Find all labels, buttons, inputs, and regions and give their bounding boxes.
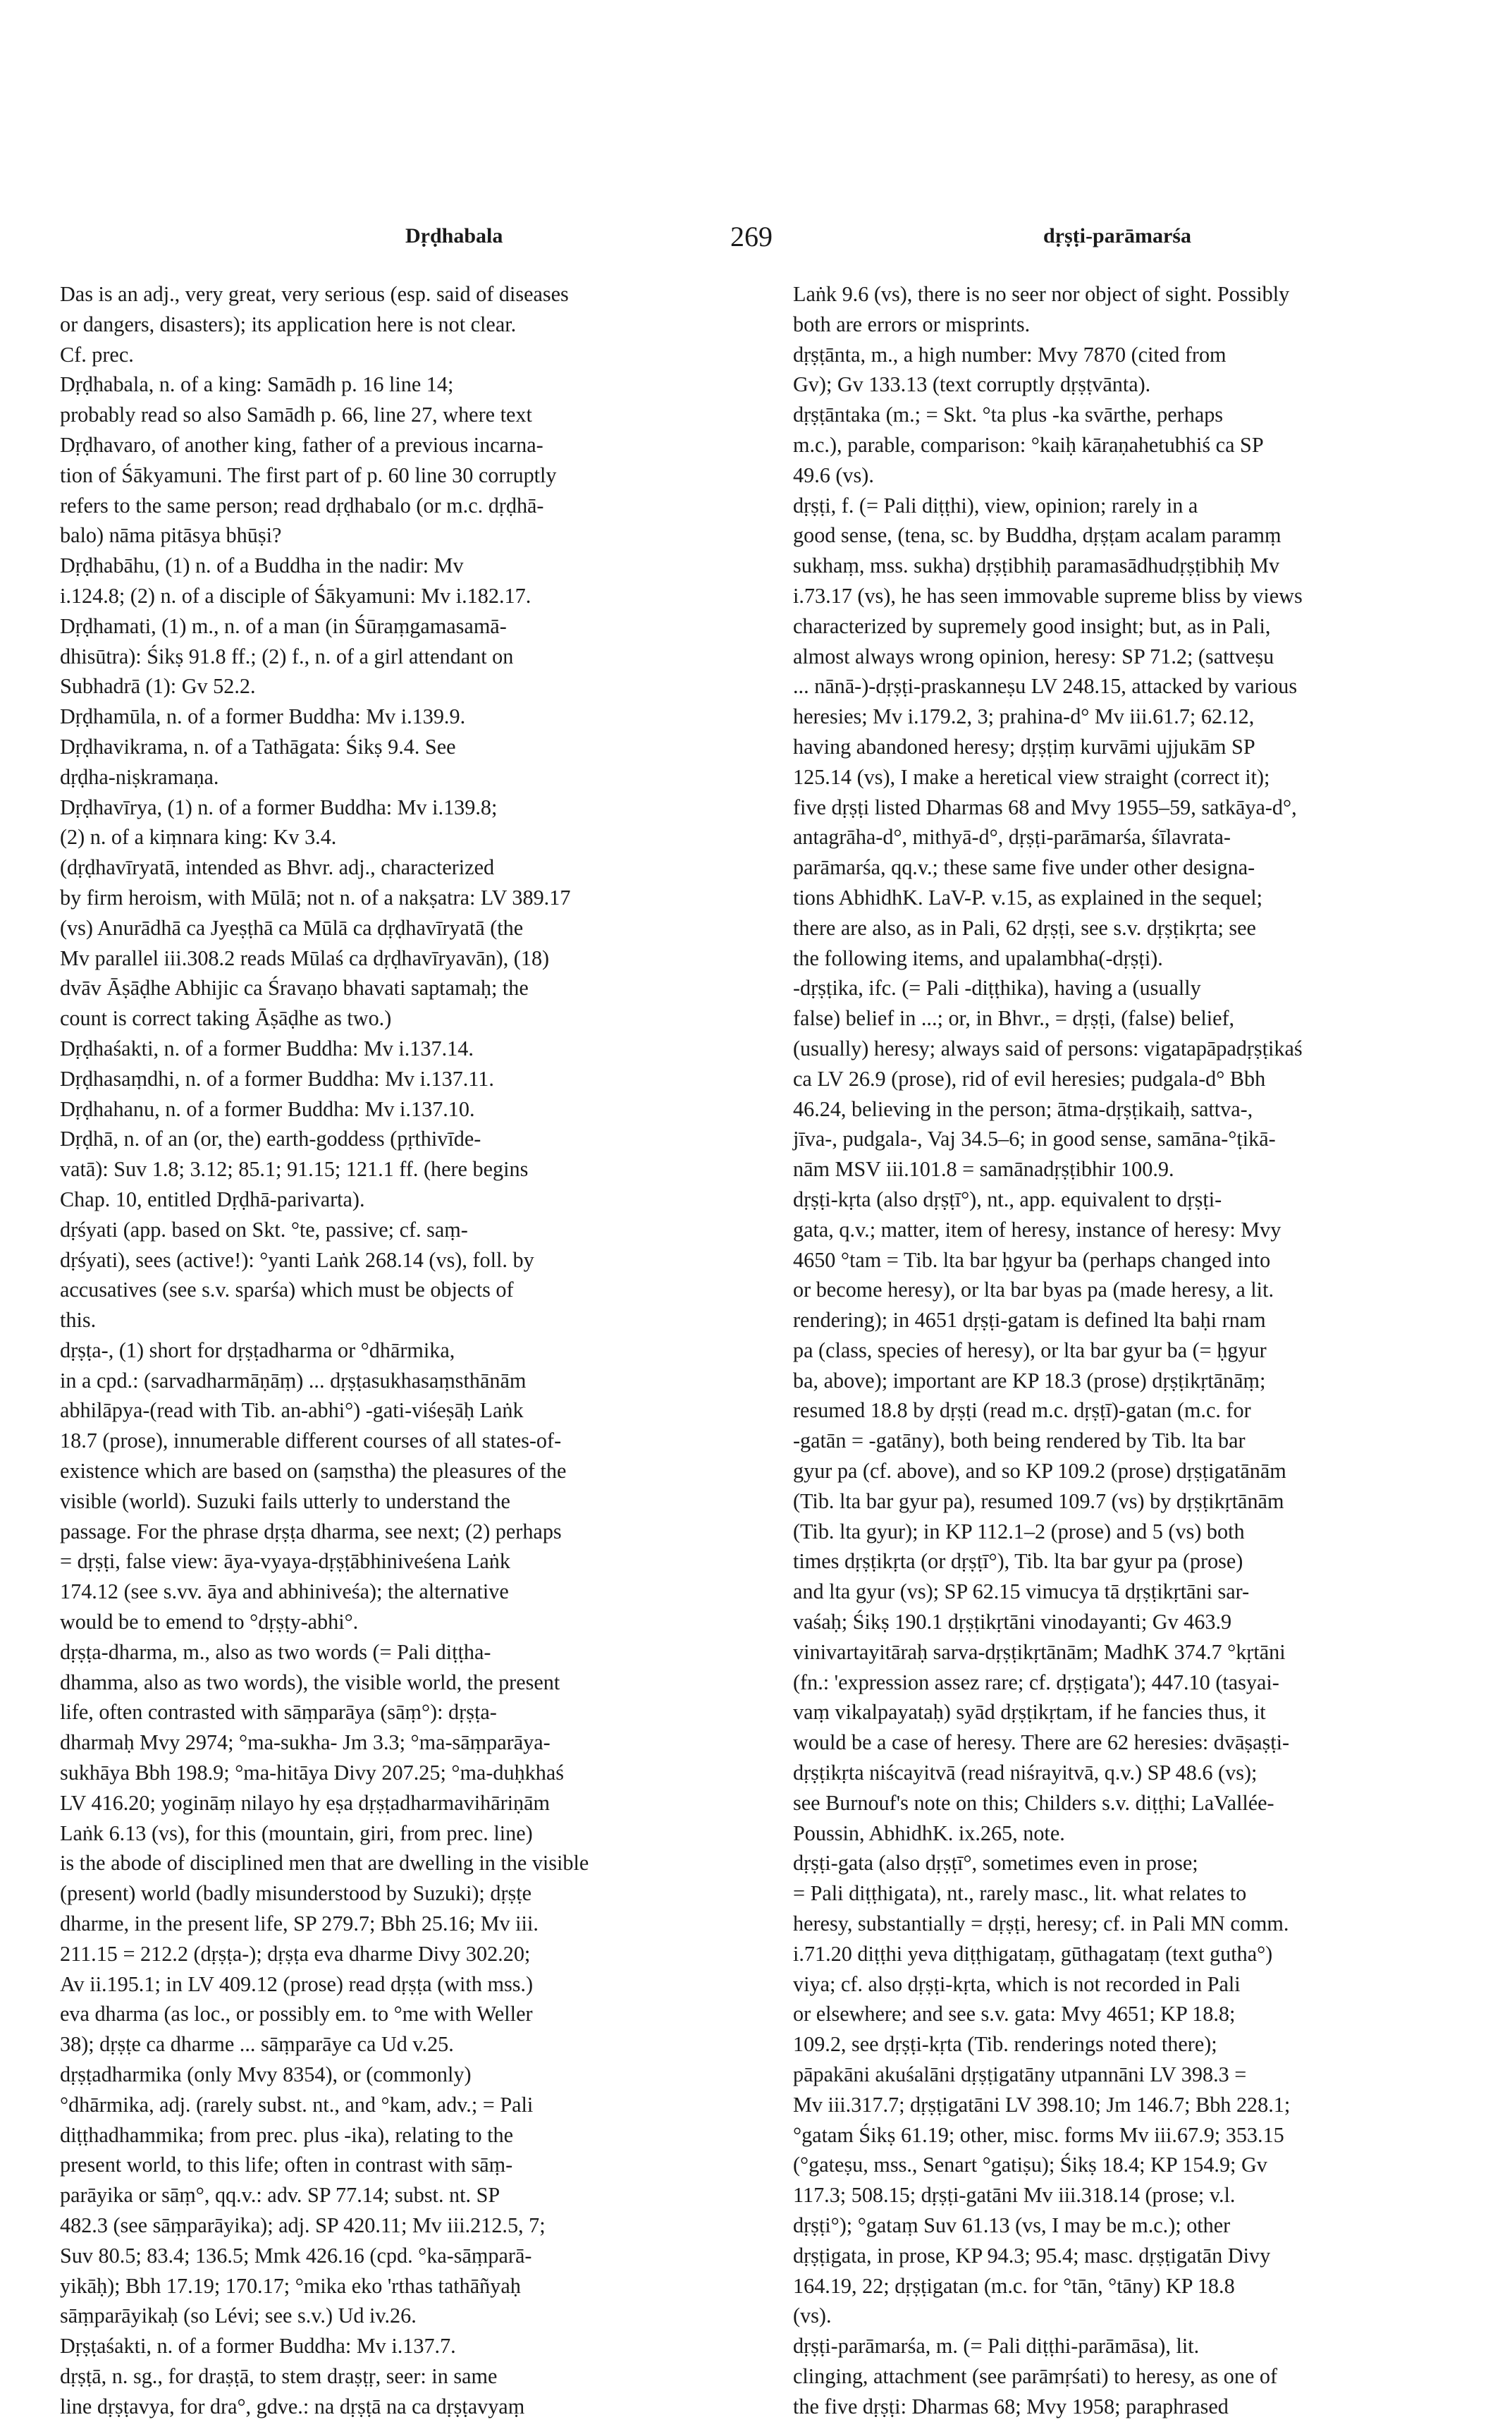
text-line: 125.14 (vs), I make a heretical view straight (correct it); — [793, 764, 1270, 789]
text-line: (Tib. lta bar gyur pa), resumed 109.7 (vs) by dṛṣṭikṛtānām — [793, 1488, 1284, 1513]
text-line: present world, to this life; often in contrast with sāṃ- — [60, 2153, 513, 2177]
text-line: good sense, (tena, sc. by Buddha, dṛṣṭam acalam paramṃ — [793, 523, 1281, 548]
text-line: (2) n. of a kiṃnara king: Kv 3.4. — [60, 825, 337, 850]
text-line: visible (world). Suzuki fails utterly to understand the — [60, 1488, 510, 1513]
text-line: gata, q.v.; matter, item of heresy, instance of heresy: Mvy — [793, 1217, 1281, 1242]
text-line: (dṛḍhavīryatā, intended as Bhvr. adj., characterized — [60, 855, 495, 880]
text-line: probably read so also Samādh p. 66, line 27, where text — [60, 403, 532, 427]
text-line: parāyika or sāṃ°, qq.v.: adv. SP 77.14; subst. nt. SP — [60, 2183, 500, 2208]
text-line: dṛṣṭāntaka (m.; = Skt. °ta plus -ka svārthe, perhaps — [793, 403, 1224, 427]
text-line: dṛṣṭi, f. (= Pali diṭṭhi), view, opinion; rarely in a — [793, 493, 1198, 518]
text-line: nām MSV iii.101.8 = samānadṛṣṭibhir 100.9. — [793, 1157, 1174, 1182]
text-line: Dṛḍhavikrama, n. of a Tathāgata: Śikṣ 9.4. See — [60, 734, 456, 759]
text-line: °gatam Śikṣ 61.19; other, misc. forms Mv iii.67.9; 353.15 — [793, 2122, 1284, 2147]
text-line: sukhāya Bbh 198.9; °ma-hitāya Divy 207.25; °ma-duḥkhaś — [60, 1761, 564, 1785]
text-line: dṛśyati), sees (active!): °yanti Laṅk 268.14 (vs), foll. by — [60, 1247, 534, 1272]
text-line: sāṃparāyikaḥ (so Lévi; see s.v.) Ud iv.26. — [60, 2304, 417, 2328]
text-line: dhisūtra): Śikṣ 91.8 ff.; (2) f., n. of a girl attendant on — [60, 644, 514, 668]
text-line: dṛḍha-niṣkramaṇa. — [60, 764, 219, 789]
text-line: Dṛḍhahanu, n. of a former Buddha: Mv i.137.10. — [60, 1096, 475, 1121]
text-line: or dangers, disasters); its application here is not clear. — [60, 312, 517, 336]
text-line: dharmaḥ Mvy 2974; °ma-sukha- Jm 3.3; °ma-sāṃparāya- — [60, 1730, 551, 1755]
text-line: the following items, and upalambha(-dṛṣṭi). — [793, 946, 1163, 970]
text-line: vatā): Suv 1.8; 3.12; 85.1; 91.15; 121.1 ff. (here begins — [60, 1157, 529, 1182]
page-number: 269 — [730, 221, 773, 252]
text-line: Poussin, AbhidhK. ix.265, note. — [793, 1821, 1065, 1845]
text-line: see Burnouf's note on this; Childers s.v. diṭṭhi; LaVallée- — [793, 1790, 1274, 1815]
text-line: almost always wrong opinion, heresy: SP 71.2; (sattveṣu — [793, 644, 1274, 668]
text-line: (Tib. lta gyur); in KP 112.1–2 (prose) and 5 (vs) both — [793, 1519, 1245, 1543]
text-line: in a cpd.: (sarvadharmāṇāṃ) ... dṛṣṭasukhasaṃsthānām — [60, 1368, 527, 1393]
text-line: pa (class, species of heresy), or lta bar gyur ba (= ḥgyur — [793, 1338, 1267, 1362]
text-line: Mv iii.317.7; dṛṣṭigatāni LV 398.10; Jm 146.7; Bbh 228.1; — [793, 2092, 1291, 2117]
text-line: Subhadrā (1): Gv 52.2. — [60, 674, 256, 699]
text-line: would be a case of heresy. There are 62 heresies: dvāṣaṣṭi- — [793, 1730, 1290, 1755]
text-line: dṛśyati (app. based on Skt. °te, passive; cf. saṃ- — [60, 1217, 468, 1242]
text-line: accusatives (see s.v. sparśa) which must be objects of — [60, 1278, 514, 1302]
text-line: dṛṣṭikṛta niścayitvā (read niśrayitvā, q.v.) SP 48.6 (vs); — [793, 1761, 1258, 1785]
text-line: tion of Śākyamuni. The first part of p. 60 line 30 corruptly — [60, 463, 557, 487]
text-line: dṛṣṭi-gata (also dṛṣṭī°, sometimes even in prose; — [793, 1851, 1198, 1876]
text-line: (°gateṣu, mss., Senart °gatiṣu); Śikṣ 18.4; KP 154.9; Gv — [793, 2153, 1267, 2177]
text-line: i.73.17 (vs), he has seen immovable supreme bliss by views — [793, 583, 1303, 608]
text-line: yikāḥ); Bbh 17.19; 170.17; °mika eko 'rthas tathāñyaḥ — [60, 2273, 521, 2298]
text-line: passage. For the phrase dṛṣṭa dharma, see next; (2) perhaps — [60, 1519, 562, 1543]
text-line: dṛṣṭigata, in prose, KP 94.3; 95.4; masc. dṛṣṭigatān Divy — [793, 2243, 1271, 2268]
text-line: 164.19, 22; dṛṣṭigatan (m.c. for °tān, °tāny) KP 18.8 — [793, 2273, 1235, 2298]
text-line: having abandoned heresy; dṛṣṭiṃ kurvāmi ujjukām SP — [793, 734, 1255, 759]
text-line: heresy, substantially = dṛṣṭi, heresy; cf. in Pali MN comm. — [793, 1912, 1289, 1936]
text-line: rendering); in 4651 dṛṣṭi-gatam is defined lta baḥi rnam — [793, 1308, 1266, 1333]
text-line: count is correct taking Āṣāḍhe as two.) — [60, 1006, 392, 1031]
text-line: both are errors or misprints. — [793, 312, 1031, 336]
text-line: Suv 80.5; 83.4; 136.5; Mmk 426.16 (cpd. °ka-sāṃparā- — [60, 2243, 532, 2268]
text-line: Gv); Gv 133.13 (text corruptly dṛṣṭvānta). — [793, 372, 1151, 397]
text-line: Cf. prec. — [60, 342, 134, 367]
text-line: 482.3 (see sāṃparāyika); adj. SP 420.11; Mv iii.212.5, 7; — [60, 2213, 546, 2237]
text-line: 4650 °tam = Tib. lta bar ḥgyur ba (perhaps changed into — [793, 1247, 1271, 1272]
text-line: dṛṣṭi-kṛta (also dṛṣṭī°), nt., app. equivalent to dṛṣṭi- — [793, 1187, 1222, 1211]
text-line: tions AbhidhK. LaV-P. v.15, as explained in the sequel; — [793, 885, 1263, 910]
text-line: vaṃ vikalpayataḥ) syād dṛṣṭikṛtam, if he fancies thus, it — [793, 1700, 1266, 1725]
text-line: = Pali diṭṭhigata), nt., rarely masc., lit. what relates to — [793, 1881, 1247, 1906]
text-line: Dṛḍhavaro, of another king, father of a previous incarna- — [60, 432, 543, 457]
text-line: -dṛṣṭika, ifc. (= Pali -diṭṭhika), having a (usually — [793, 976, 1201, 1001]
text-line: line dṛṣṭavya, for dra°, gdve.: na dṛṣṭā na ca dṛṣṭavyaṃ — [60, 2394, 525, 2418]
text-line: dṛṣṭi°); °gataṃ Suv 61.13 (vs, I may be m.c.); other — [793, 2213, 1231, 2237]
text-line: (fn.: 'expression assez rare; cf. dṛṣṭigata'); 447.10 (tasyai- — [793, 1670, 1279, 1694]
text-line: LV 416.20; yogināṃ nilayo hy eṣa dṛṣṭadharmavihāriṇām — [60, 1790, 551, 1815]
text-line: heresies; Mv i.179.2, 3; prahina-d° Mv iii.61.7; 62.12, — [793, 704, 1255, 729]
text-line: abhilāpya-(read with Tib. an-abhi°) -gati-viśeṣāḥ Laṅk — [60, 1398, 524, 1423]
text-line: °dhārmika, adj. (rarely subst. nt., and °kam, adv.; = Pali — [60, 2092, 534, 2117]
text-line: resumed 18.8 by dṛṣṭi (read m.c. dṛṣṭī)-gatan (m.c. for — [793, 1398, 1251, 1423]
text-line: i.124.8; (2) n. of a disciple of Śākyamuni: Mv i.182.17. — [60, 583, 531, 608]
text-line: (usually) heresy; always said of persons: vigatapāpadṛṣṭikaś — [793, 1036, 1303, 1060]
text-line: or become heresy), or lta bar byas pa (made heresy, a lit. — [793, 1278, 1274, 1302]
text-line: clinging, attachment (see parāmṛśati) to heresy, as one of — [793, 2363, 1278, 2388]
text-line: refers to the same person; read dṛḍhabalo (or m.c. dṛḍhā- — [60, 493, 544, 518]
text-line: parāmarśa, qq.v.; these same five under other designa- — [793, 855, 1255, 880]
text-line: would be to emend to °dṛṣṭy-abhi°. — [60, 1610, 359, 1634]
text-line: dṛṣṭa-, (1) short for dṛṣṭadharma or °dhārmika, — [60, 1338, 455, 1362]
text-line: ca LV 26.9 (prose), rid of evil heresies; pudgala-d° Bbh — [793, 1066, 1266, 1091]
text-line: there are also, as in Pali, 62 dṛṣṭi, see s.v. dṛṣṭikṛta; see — [793, 915, 1256, 940]
left-column — [60, 279, 737, 2422]
text-line: gyur pa (cf. above), and so KP 109.2 (prose) dṛṣṭigatānām — [793, 1459, 1286, 1484]
text-line: 46.24, believing in the person; ātma-dṛṣṭikaiḥ, sattva-, — [793, 1096, 1253, 1121]
text-line: -gatān = -gatāny), both being rendered by Tib. lta bar — [793, 1429, 1246, 1453]
text-line: Laṅk 6.13 (vs), for this (mountain, giri, from prec. line) — [60, 1821, 533, 1845]
text-line: viya; cf. also dṛṣṭi-kṛta, which is not recorded in Pali — [793, 1971, 1241, 1996]
text-line: Das is an adj., very great, very serious (esp. said of diseases — [60, 282, 569, 306]
text-line: 174.12 (see s.vv. āya and abhiniveśa); the alternative — [60, 1579, 509, 1604]
text-line: 211.15 = 212.2 (dṛṣṭa-); dṛṣṭa eva dharme Divy 302.20; — [60, 1941, 531, 1966]
text-line: dṛṣṭā, n. sg., for draṣṭā, to stem draṣṭṛ, seer: in same — [60, 2363, 498, 2388]
text-line: Dṛḍhamūla, n. of a former Buddha: Mv i.139.9. — [60, 704, 466, 729]
text-line: Dṛḍhabala, n. of a king: Samādh p. 16 line 14; — [60, 372, 454, 397]
text-line: Mv parallel iii.308.2 reads Mūlaś ca dṛḍhavīryavān), (18) — [60, 946, 550, 970]
text-line: dharme, in the present life, SP 279.7; Bbh 25.16; Mv iii. — [60, 1912, 539, 1936]
text-line: = dṛṣṭi, false view: āya-vyaya-dṛṣṭābhiniveśena Laṅk — [60, 1549, 510, 1574]
text-line: Laṅk 9.6 (vs), there is no seer nor object of sight. Possibly — [793, 282, 1290, 306]
text-line: dṛṣṭānta, m., a high number: Mvy 7870 (cited from — [793, 342, 1227, 367]
running-head-right: dṛṣṭi-parāmarśa — [1043, 224, 1191, 247]
text-line: 117.3; 508.15; dṛṣṭi-gatāni Mv iii.318.14 (prose; v.l. — [793, 2183, 1236, 2208]
text-line: (present) world (badly misunderstood by Suzuki); dṛṣṭe — [60, 1881, 532, 1906]
text-line: characterized by supremely good insight; but, as in Pali, — [793, 613, 1271, 638]
text-line: dṛṣṭi-parāmarśa, m. (= Pali diṭṭhi-parāmāsa), lit. — [793, 2334, 1200, 2359]
text-line: Dṛṣṭaśakti, n. of a former Buddha: Mv i.137.7. — [60, 2334, 456, 2359]
text-line: 109.2, see dṛṣṭi-kṛta (Tib. renderings noted there); — [793, 2032, 1217, 2057]
text-line: ba, above); important are KP 18.3 (prose) dṛṣṭikṛtānāṃ; — [793, 1368, 1266, 1393]
right-column — [793, 279, 1470, 2422]
text-line: i.71.20 diṭṭhi yeva diṭṭhigataṃ, gūthagataṃ (text gutha°) — [793, 1941, 1273, 1966]
text-line: by firm heroism, with Mūlā; not n. of a nakṣatra: LV 389.17 — [60, 885, 571, 910]
text-line: balo) nāma pitāsya bhūṣi? — [60, 523, 282, 548]
text-line: Av ii.195.1; in LV 409.12 (prose) read dṛṣṭa (with mss.) — [60, 1971, 534, 1996]
text-line: dhamma, also as two words), the visible world, the present — [60, 1670, 560, 1694]
text-line: vinivartayitāraḥ sarva-dṛṣṭikṛtānām; MadhK 374.7 °kṛtāni — [793, 1639, 1286, 1664]
text-line: or elsewhere; and see s.v. gata: Mvy 4651; KP 18.8; — [793, 2002, 1236, 2026]
text-line: Dṛḍhaśakti, n. of a former Buddha: Mv i.137.14. — [60, 1036, 474, 1060]
text-line: Dṛḍhabāhu, (1) n. of a Buddha in the nadir: Mv — [60, 553, 464, 578]
text-line: Dṛḍhavīrya, (1) n. of a former Buddha: Mv i.139.8; — [60, 795, 498, 819]
text-line: dvāv Āṣāḍhe Abhijic ca Śravaṇo bhavati saptamaḥ; the — [60, 976, 529, 1001]
text-line: (vs). — [793, 2304, 832, 2328]
text-line: and lta gyur (vs); SP 62.15 vimucya tā dṛṣṭikṛtāni sar- — [793, 1579, 1250, 1604]
text-line: dṛṣṭa-dharma, m., also as two words (= Pali diṭṭha- — [60, 1639, 491, 1664]
text-line: Dṛḍhasaṃdhi, n. of a former Buddha: Mv i.137.11. — [60, 1066, 494, 1091]
text-line: Dṛḍhā, n. of an (or, the) earth-goddess (pṛthivīde- — [60, 1127, 481, 1151]
text-line: times dṛṣṭikṛta (or dṛṣṭī°), Tib. lta bar gyur pa (prose) — [793, 1549, 1243, 1574]
text-line: m.c.), parable, comparison: °kaiḥ kāraṇahetubhiś ca SP — [793, 432, 1264, 457]
text-line: the five dṛṣṭi: Dharmas 68; Mvy 1958; paraphrased — [793, 2394, 1229, 2418]
text-line: (vs) Anurādhā ca Jyeṣṭhā ca Mūlā ca dṛḍhavīryatā (the — [60, 915, 524, 940]
text-line: dṛṣṭadharmika (only Mvy 8354), or (commonly) — [60, 2062, 472, 2087]
text-line: antagrāha-d°, mithyā-d°, dṛṣṭi-parāmarśa, śīlavrata- — [793, 825, 1231, 850]
running-head-left: Dṛḍhabala — [405, 224, 503, 247]
text-line: vaśaḥ; Śikṣ 190.1 dṛṣṭikṛtāni vinodayanti; Gv 463.9 — [793, 1610, 1232, 1634]
text-line: is the abode of disciplined men that are dwelling in the visible — [60, 1851, 589, 1876]
text-line: existence which are based on (saṃstha) the pleasures of the — [60, 1459, 567, 1484]
text-line: pāpakāni akuśalāni dṛṣṭigatāny utpannāni LV 398.3 = — [793, 2062, 1247, 2087]
text-line: five dṛṣṭi listed Dharmas 68 and Mvy 1955–59, satkāya-d°, — [793, 795, 1297, 819]
text-line: 18.7 (prose), innumerable different courses of all states-of- — [60, 1429, 562, 1453]
text-line: this. — [60, 1308, 97, 1333]
text-line: Chap. 10, entitled Dṛḍhā-parivarta). — [60, 1187, 365, 1211]
text-line: sukhaṃ, mss. sukha) dṛṣṭibhiḥ paramasādhudṛṣṭibhiḥ Mv — [793, 553, 1280, 578]
text-line: 38); dṛṣṭe ca dharme ... sāṃparāye ca Ud v.25. — [60, 2032, 454, 2057]
text-line: Dṛḍhamati, (1) m., n. of a man (in Śūraṃgamasamā- — [60, 613, 507, 638]
text-line: life, often contrasted with sāṃparāya (sāṃ°): dṛṣṭa- — [60, 1700, 497, 1725]
text-line: ... nānā-)-dṛṣṭi-praskanneṣu LV 248.15, attacked by various — [793, 674, 1298, 699]
text-line: jīva-, pudgala-, Vaj 34.5–6; in good sense, samāna-°ṭikā- — [793, 1127, 1276, 1151]
text-line: diṭṭhadhammika; from prec. plus -ika), relating to the — [60, 2122, 513, 2147]
text-line: eva dharma (as loc., or possibly em. to °me with Weller — [60, 2002, 533, 2026]
text-line: false) belief in ...; or, in Bhvr., = dṛṣṭi, (false) belief, — [793, 1006, 1235, 1031]
text-line: 49.6 (vs). — [793, 463, 874, 487]
